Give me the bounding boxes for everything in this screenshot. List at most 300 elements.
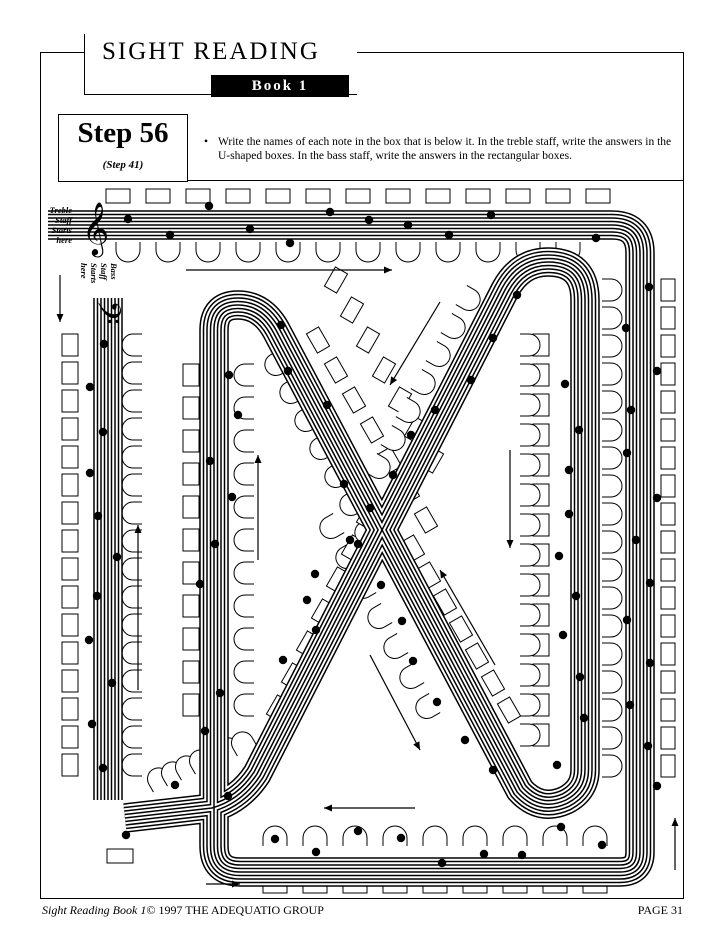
u-box-right [602,755,622,777]
u-box-top [236,242,260,262]
note [404,221,412,229]
u-box [520,634,540,656]
u-box-right [602,391,622,413]
u-box [520,604,540,626]
u-box-right [602,363,622,385]
answer-box-left [62,614,78,636]
note [565,510,573,518]
u-box-right [602,587,622,609]
u-box-right [602,335,622,357]
note [557,823,565,831]
u-box-diag [316,513,344,542]
arrow-head [390,376,397,385]
book-label: Book 1 [211,75,349,97]
u-box [122,502,142,524]
rect-box [661,475,675,497]
rect-box [586,189,610,203]
rect-box [62,586,78,608]
rect-box [266,189,290,203]
u-box [234,562,254,584]
u-box [602,279,622,301]
u-box [520,394,540,416]
rect-box [183,430,199,452]
u-box [520,574,540,596]
answer-box-left [62,446,78,468]
u-box-inner [520,424,540,446]
rect-box [62,446,78,468]
answer-box-top [546,189,570,203]
note [323,401,331,409]
u-box [423,826,447,846]
answer-box-diag [306,327,329,353]
note [489,334,497,342]
arrow-head [440,570,447,579]
arrow-head [255,455,262,463]
page-title: SIGHT READING [102,38,320,65]
note [216,689,224,697]
note [623,616,631,624]
u-box-inner [520,484,540,506]
u-box [520,484,540,506]
note [575,426,583,434]
u-box-inner [520,334,540,356]
note [480,850,488,858]
note [409,657,417,665]
answer-box-left [62,474,78,496]
u-box [602,503,622,525]
rect-box [661,307,675,329]
note [632,536,640,544]
note [646,579,654,587]
note [513,291,521,299]
note [225,371,233,379]
rect-box [146,189,170,203]
u-box-inner [520,364,540,386]
u-box-bottom [463,826,487,846]
u-box [602,615,622,637]
rect-box [306,189,330,203]
rect-box [62,558,78,580]
answer-box-right [661,363,675,385]
answer-box-diag [340,297,363,323]
u-box-inner [234,562,254,584]
answer-box-left [62,754,78,776]
answer-box-left [62,334,78,356]
answer-box-inner [183,661,199,683]
answer-box-left [62,362,78,384]
u-box-left [122,754,142,776]
u-box [122,726,142,748]
rect-box [183,661,199,683]
u-box [520,334,540,356]
u-box-left [122,362,142,384]
answer-box-inner [183,529,199,551]
rect-box [183,529,199,551]
u-box [411,369,439,398]
answer-box-right [661,307,675,329]
u-box [122,334,142,356]
u-box [234,661,254,683]
answer-box-right [661,279,675,301]
u-box [234,430,254,452]
u-box-inner [520,604,540,626]
rect-box [661,755,675,777]
rect-box [183,628,199,650]
note [166,231,174,239]
note [271,835,279,843]
note [124,215,132,223]
arrow-head [672,818,679,826]
note [489,766,497,774]
note [627,406,635,414]
u-box-inner [520,514,540,536]
answer-box-top [466,189,490,203]
u-box-diag [396,663,424,692]
note [626,701,634,709]
answer-box-top [266,189,290,203]
rect-box [324,357,347,383]
answer-box-right [661,447,675,469]
note [518,851,526,859]
u-box [602,307,622,329]
rect-box [183,694,199,716]
note [234,411,242,419]
step-subtitle: (Step 41) [102,159,144,171]
answer-box-left [62,530,78,552]
rect-box [661,335,675,357]
u-box [520,364,540,386]
u-box-inner [520,664,540,686]
answer-box-right [661,503,675,525]
arrow-icon [186,267,392,274]
u-box-top [116,242,140,262]
bass-label-line: Bass [109,263,119,280]
u-box [396,663,424,692]
u-box [602,475,622,497]
answer-box-diag [342,387,365,413]
answer-box-diag [414,507,437,533]
answer-box-inner [183,463,199,485]
rect-box [340,297,363,323]
u-box [122,586,142,608]
bass-label-line: Staff [99,263,109,280]
u-box-inner [234,364,254,386]
note [365,216,373,224]
rect-box [62,614,78,636]
answer-box-right [661,727,675,749]
answer-box-inner [183,496,199,518]
u-box [122,474,142,496]
u-box-right [602,531,622,553]
u-box-inner [234,595,254,617]
treble-label-line: Treble [49,205,72,215]
u-box-diag [412,693,440,722]
answer-box-left [62,558,78,580]
note [228,493,236,501]
u-box [602,699,622,721]
u-box [122,754,142,776]
note [467,376,475,384]
rect-box [186,189,210,203]
step-box [58,114,188,182]
rect-box [661,587,675,609]
answer-box-right [661,643,675,665]
treble-label-line: here [56,235,72,245]
rect-box [107,849,133,863]
rect-box [661,503,675,525]
note [346,536,354,544]
instructions-text: Write the names of each note in the box that is below it. In the treble staff, write the answers in the U-shaped boxes. In the bass staff, write the answers in the rectangular boxes. [218,136,672,162]
u-box-bottom [423,826,447,846]
u-box-diag [411,369,439,398]
rect-box [306,327,329,353]
u-box-inner [234,628,254,650]
answer-box-diag [324,357,347,383]
answer-box-diag [360,417,383,443]
u-box [520,424,540,446]
answer-box-inner [183,628,199,650]
arrow-icon [390,302,440,385]
u-box [122,446,142,468]
answer-box-top [186,189,210,203]
rect-box [661,643,675,665]
u-box [234,595,254,617]
answer-box-left [62,586,78,608]
note [206,457,214,465]
u-box-inner [234,430,254,452]
u-box [602,755,622,777]
answer-box-top [386,189,410,203]
u-box-left [122,334,142,356]
note [284,367,292,375]
u-box-right [602,503,622,525]
u-box [122,530,142,552]
u-box [234,463,254,485]
note [438,859,446,867]
note [205,202,213,210]
note [645,283,653,291]
u-box [520,544,540,566]
rect-box [661,419,675,441]
answer-box-top [346,189,370,203]
u-box-inner [520,454,540,476]
u-box [234,496,254,518]
answer-box-left [62,698,78,720]
answer-box-diag [481,670,504,696]
note [623,449,631,457]
note [653,494,661,502]
u-box [316,242,340,262]
u-box [520,514,540,536]
u-box-inner [234,694,254,716]
note [559,631,567,639]
bass-clef-icon: 𝄢 [83,300,127,325]
note [576,673,584,681]
note [171,781,179,789]
note [653,367,661,375]
rect-box [661,559,675,581]
u-box-left [122,390,142,412]
u-box [234,364,254,386]
arrow-icon [672,818,679,870]
u-box [303,826,327,846]
rect-box [346,189,370,203]
rect-box [466,189,490,203]
answer-box-inner [183,595,199,617]
u-box-bottom [303,826,327,846]
note [598,841,606,849]
rect-box [62,474,78,496]
note [196,580,204,588]
u-box-right [602,279,622,301]
u-box-inner [234,463,254,485]
u-box [396,242,420,262]
answer-box-top [506,189,530,203]
u-box [520,694,540,716]
u-box-inner [520,394,540,416]
note [644,742,652,750]
answer-box-inner [183,430,199,452]
u-box-top [156,242,180,262]
answer-box-right [661,559,675,581]
footer-copyright [42,903,324,918]
u-box-inner [520,724,540,746]
rect-box [426,189,450,203]
note [279,656,287,664]
u-box [602,391,622,413]
answer-box-left [107,849,133,863]
answer-box-right [661,587,675,609]
bass-start-label [81,263,125,303]
note [555,552,563,560]
u-box [463,826,487,846]
u-box-left [122,558,142,580]
instructions [204,135,674,163]
note [99,764,107,772]
note [311,570,319,578]
u-box [122,698,142,720]
note [100,340,108,348]
book-name: Sight Reading Book 1 [42,903,147,917]
note [565,466,573,474]
rect-box [62,670,78,692]
note [389,471,397,479]
note [431,406,439,414]
u-box-inner [520,694,540,716]
u-box-diag [364,603,392,632]
note [487,211,495,219]
rect-box [62,390,78,412]
arrow-icon [57,275,64,322]
note [113,553,121,561]
answer-box-right [661,699,675,721]
u-box [602,531,622,553]
rect-box [62,502,78,524]
u-box-top [316,242,340,262]
answer-box-top [586,189,610,203]
answer-box-left [62,502,78,524]
u-box-left [122,726,142,748]
u-box-inner [520,634,540,656]
u-box [122,614,142,636]
note [592,234,600,242]
rect-box [360,417,383,443]
note [326,208,334,216]
answer-box-left [62,390,78,412]
treble-label-line: Starts [51,225,72,235]
answer-box-top [226,189,250,203]
note [85,636,93,644]
answer-box-inner [183,397,199,419]
u-box-right [602,699,622,721]
note [122,831,130,839]
u-box [234,529,254,551]
answer-box-diag [356,327,379,353]
u-box [602,335,622,357]
u-box-top [396,242,420,262]
arrow-head [57,314,64,322]
u-box [116,242,140,262]
rect-box [183,595,199,617]
bullet: • [204,136,209,148]
rect-box [481,670,504,696]
note [86,469,94,477]
u-box [602,447,622,469]
rect-box [62,334,78,356]
note [88,720,96,728]
u-box-left [122,698,142,720]
u-box-left [122,670,142,692]
note [303,596,311,604]
note [580,714,588,722]
rect-box [506,189,530,203]
rect-box [62,698,78,720]
u-box-left [122,586,142,608]
note [99,428,107,436]
arrow-head [135,525,142,533]
answer-box-right [661,671,675,693]
u-box-bottom [503,826,527,846]
rect-box [386,189,410,203]
u-box [196,242,220,262]
u-box [316,513,344,542]
arrow-head [384,267,392,274]
u-box [602,587,622,609]
note [93,592,101,600]
answer-box-inner [183,694,199,716]
u-box-left [122,642,142,664]
u-box [520,454,540,476]
u-box-top [436,242,460,262]
rect-box [62,418,78,440]
answer-box-right [661,531,675,553]
answer-box-inner [183,364,199,386]
answer-box-left [62,726,78,748]
u-box-inner [234,529,254,551]
note [646,659,654,667]
u-box-top [196,242,220,262]
rect-box [661,391,675,413]
bass-label-line: Starts [89,263,99,284]
rect-box [226,189,250,203]
u-box [122,558,142,580]
answer-box-inner [183,562,199,584]
note [340,480,348,488]
u-box [436,242,460,262]
arrow-head [507,540,514,548]
rect-box [661,363,675,385]
rect-box [62,642,78,664]
